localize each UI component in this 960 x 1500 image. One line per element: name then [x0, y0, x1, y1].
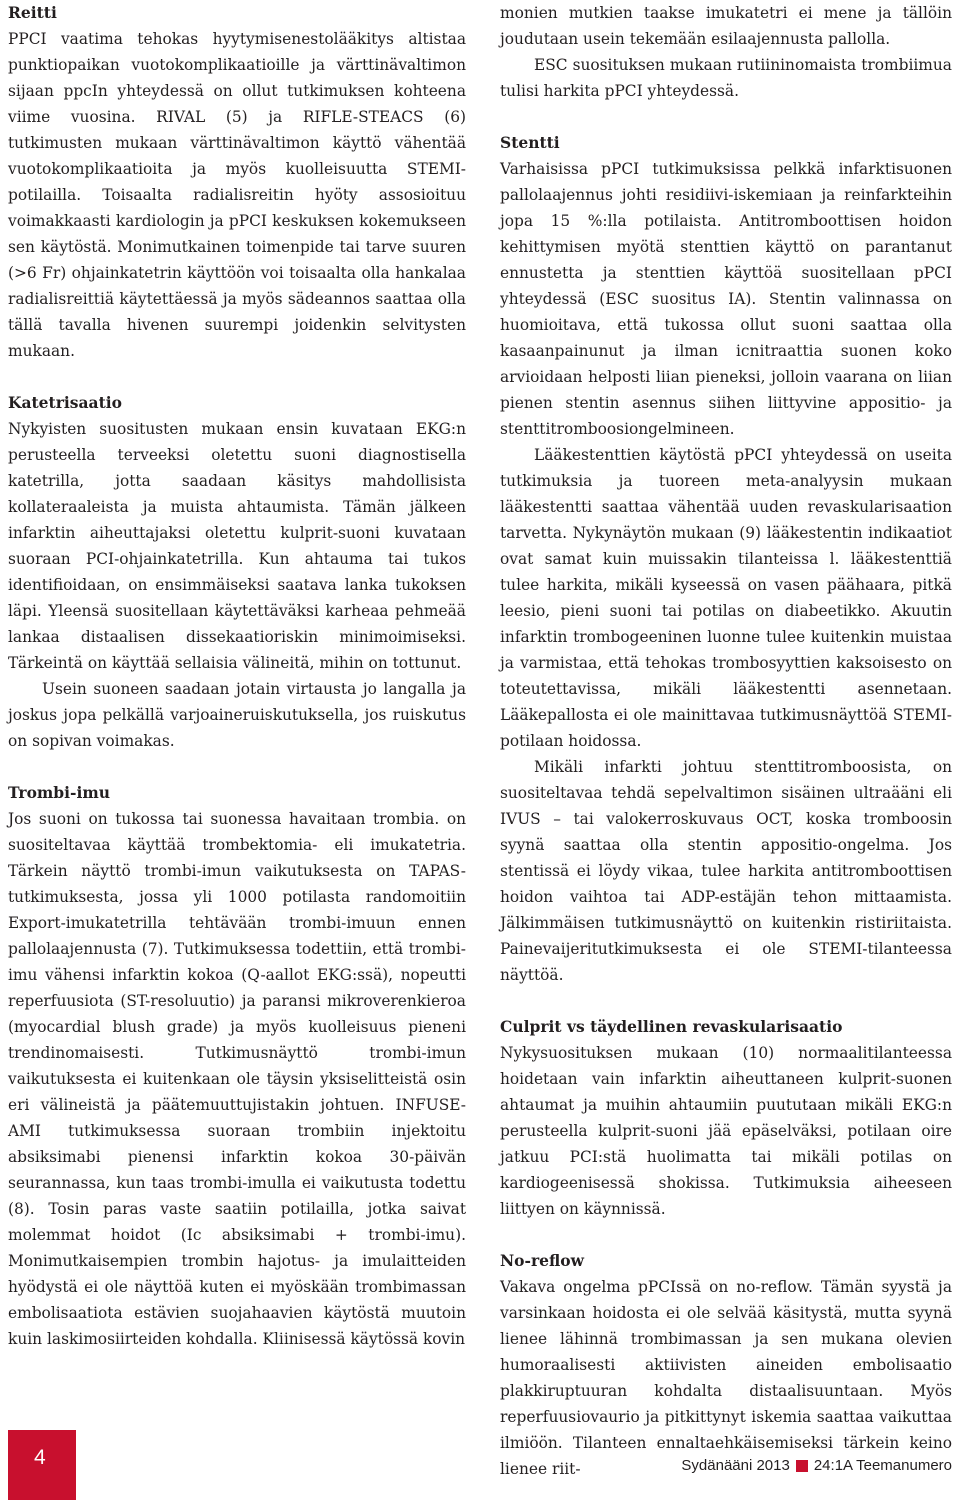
issue-name: 24:1A Teemanumero — [813, 1457, 952, 1474]
paragraph: Nykyisten suositusten mukaan ensin kuvataan EKG:n perusteella terveeksi oletettu suoni diagnostisella katetrilla, jotta saadaan käsitys mahdollisista kollateraaleista ja muista ahtaumista. Tämän jälkeen infarktin aiheuttajaksi oletettu kulprit-suoni kuvataan suoraan PCI-ohjainkatetrilla. Kun ahtauma tai tukos identifioidaan, on ensimmäiseksi saatava lanka tukoksen läpi. Yleensä suositellaan käytettäväksi karheaa pehmeää lankaa distaalisen dissekaatioriskin minimoimiseksi. Tärkeintä on käyttää sellaisia välineitä, mihin on tottunut. — [8, 420, 466, 672]
paragraph: Nykysuosituksen mukaan (10) normaalitilanteessa hoidetaan vain infarktin aiheuttaneen kulprit-suonen ahtaumat ja muihin ahtaumiin puututaan mikäli EKG:n perusteella kulprit-suoni jää epäselväksi, potilaan oire jatkuu PCI:stä huolimatta tai mikäli potilas on kardiogeenisessä shokissa. Tutkimuksia aiheeseen liittyen on käynnissä. — [500, 1044, 952, 1218]
section-heading-reitti: Reitti — [8, 3, 57, 22]
publication-name: Sydänääni 2013 — [681, 1457, 790, 1474]
paragraph: Vakava ongelma pPCIssä on no-reflow. Tämän syystä ja varsinkaan hoidosta ei ole selvää käsitystä, mutta syynä lienee lähinnä trombimassan ja sen mukana olevien humoraalisesti aktiivisten aineiden embolisaatio plakkiruptuuran kohdalta distaalisuuntaan. Myös reperfuusiovaurio ja pitkittynyt iskemia saattaa vaikuttaa ilmiöön. Tilanteen ennaltaehkäisemiseksi tärkein keino lienee riit- — [500, 1278, 952, 1478]
paragraph: monien mutkien taakse imukatetri ei mene ja tällöin joudutaan usein tekemään esilaajennusta pallolla. — [500, 4, 952, 48]
paragraph: Mikäli infarkti johtuu stenttitromboosista, on suositeltavaa tehdä sepelvaltimon sisäinen ultraääni eli IVUS – tai valokerroskuvaus OCT, koska tromboosin syynä saattaa olla stentin appositio-ongelma. Jos stentissä ei löydy vikaa, tulee harkita antitromboottisen hoidon vaihtoa tai ADP-estäjän tehon mittaamista. Jälkimmäisen tutkimusnäyttö on kuitenkin ristiriitaista. Painevaijeritutkimuksesta ei ole STEMI-tilanteessa näyttöä. — [500, 758, 952, 984]
left-column — [8, 0, 466, 1352]
section-heading-no-reflow: No-reflow — [500, 1251, 584, 1270]
paragraph: Varhaisissa pPCI tutkimuksissa pelkkä infarktisuonen pallolaajennus johti residiivi-iskemiaan ja reinfarkteihin jopa 15 %:lla potilaista. Antitromboottisen hoidon kehittymisen myötä stenttien käyttö on parantanut ennustetta ja stenttien käyttöä suositellaan pPCI yhteydessä (ESC suositus IA). Stentin valinnassa on huomioitava, että tukossa ollut suoni saattaa olla kasaanpainunut ja ilman icnitraattia suonen koko arvioidaan helposti liian pieneksi, jolloin vaarana on liian pienen stentin asennus siihen liittyvine appositio- ja stenttitromboosiongelmineen. — [500, 160, 952, 438]
section-heading-katetrisaatio: Katetrisaatio — [8, 393, 122, 412]
red-square-icon — [796, 1460, 808, 1472]
footer-publication — [681, 1457, 952, 1474]
section-heading-stentti: Stentti — [500, 133, 560, 152]
right-column — [500, 0, 952, 1482]
paragraph: Usein suoneen saadaan jotain virtausta jo langalla ja joskus jopa pelkällä varjoaineruiskutuksella, jos ruiskutus on sopivan voimakas. — [8, 680, 466, 750]
section-heading-trombi-imu: Trombi-imu — [8, 783, 111, 802]
paragraph: Jos suoni on tukossa tai suonessa havaitaan trombia. on suositeltavaa käyttää trombektomia- eli imukatetria. Tärkein näyttö trombi-imun vaikutuksesta on TAPAS-tutkimuksesta, jossa yli 1000 potilasta randomoitiin Export-imukatetrilla tehtävään trombi-imuun ennen pallolaajennusta (7). Tutkimuksessa todettiin, että trombi-imu vähensi infarktin kokoa (Q-aallot EKG:ssä), nopeutti reperfuusiota (ST-resoluutio) ja paransi mikroverenkieroa (myocardial blush grade) ja myös kuolleisuus pieneni trendinomaisesti. Tutkimusnäyttö trombi-imun vaikutuksesta ei kuitenkaan ole täysin yksiselitteistä osin eri välineistä ja päätemuuttujistakin johtuen. INFUSE-AMI tutkimuksessa suoraan trombiin injektoitu absiksimabi pienensi infarktin kokoa 30-päivän seurannassa, kun taas trombi-imulla ei vaikutusta todettu (8). Tosin paras vaste saatiin potilailla, jotka saivat molemmat hoidot (Ic absiksimabi + trombi-imu). Monimutkaisempien trombin hajotus- ja imulaitteiden hyödystä ei ole näyttöä kuten ei myöskään trombimassan embolisaatiota estävien suojahaavien käytöstä muutoin kuin laskimosiirteiden kohdalla. Kliinisessä käytössä kovin — [8, 810, 466, 1348]
paragraph: Lääkestenttien käytöstä pPCI yhteydessä on useita tutkimuksia ja tuoreen meta-analyysin mukaan lääkestentti saattaa vähentää uuden revaskularisaation tarvetta. Nykynäytön mukaan (9) lääkestentin indikaatiot ovat samat kuin muissakin tilanteissa l. lääkestenttiä tulee harkita, mikäli kyseessä on vasen päähaara, pitkä leesio, pieni suoni tai potilas on diabeetikko. Akuutin infarktin trombogeeninen luonne tulee kuitenkin muistaa ja varmistaa, että tehokas trombosyyttien kaksoisesto on toteutettavissa, mikäli lääkestentti asennetaan. Lääkepallosta ei ole mainittavaa tutkimusnäyttöä STEMI-potilaan hoidossa. — [500, 446, 952, 750]
section-heading-culprit: Culprit vs täydellinen revaskularisaatio — [500, 1017, 843, 1036]
page-number: 4 — [34, 1446, 46, 1469]
paragraph: PPCI vaatima tehokas hyytymisenestolääkitys altistaa punktiopaikan vuotokomplikaatioille ja värttinävaltimon sijaan ppcIn yhteydessä on ollut tutkimuksen kohteena viime vuosina. RIVAL (5) ja RIFLE-STEACS (6) tutkimusten mukaan värttinävaltimon käyttö vähentää vuotokomplikaatioita ja myös kuolleisuutta STEMI-potilailla. Toisaalta radialisreitin hyöty assosioituu voimakkaasti kardiologin ja pPCI keskuksen kokemukseen sen käytöstä. Monimutkainen toimenpide tai tarve suuren (>6 Fr) ohjainkatetrin käyttöön voi toisaalta olla hankalaa radialisreittiä käytettäessä ja myös sädeannos saattaa olla tällä tavalla hivenen suurempi joidenkin selvitysten mukaan. — [8, 30, 466, 360]
paragraph: ESC suosituksen mukaan rutiininomaista trombiimua tulisi harkita pPCI yhteydessä. — [500, 56, 952, 100]
